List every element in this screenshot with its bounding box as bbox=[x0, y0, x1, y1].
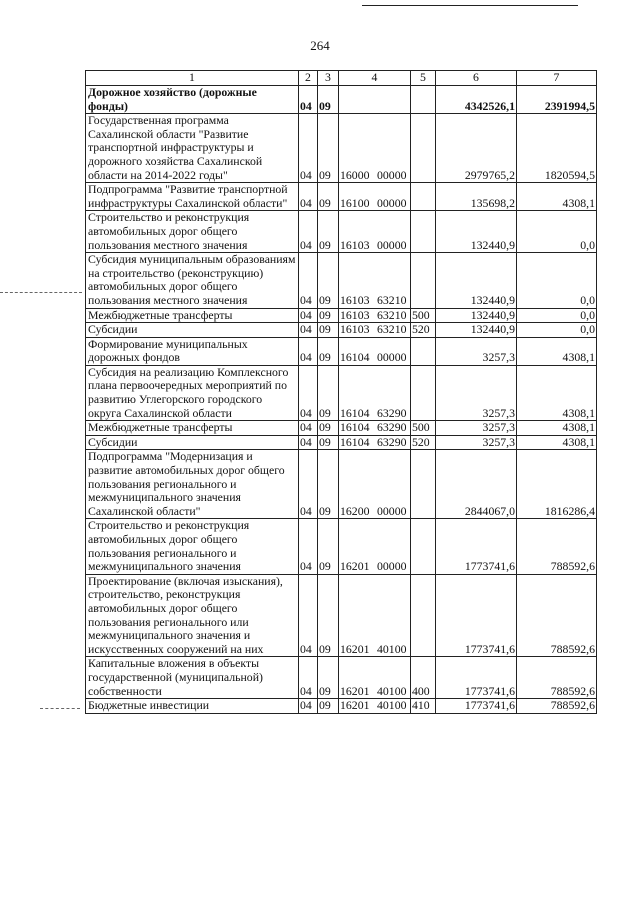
target-article-program: 16103 bbox=[340, 237, 370, 252]
table-row bbox=[86, 308, 597, 323]
target-article-cell bbox=[339, 657, 411, 699]
subsection-code-cell: 09 bbox=[318, 657, 339, 699]
subsection-code-cell: 09 bbox=[318, 435, 339, 450]
amount-cell: 0,0 bbox=[517, 211, 597, 253]
amount-cell: 788592,6 bbox=[517, 699, 597, 714]
expense-type-cell: 520 bbox=[411, 323, 436, 338]
row-name-cell: Субсидия на реализацию Комплексного плана первоочередных мероприятий по развитию Углегорского городского округа Сахалинской области bbox=[86, 365, 299, 420]
column-header: 4 bbox=[339, 71, 411, 86]
expense-type-cell: 410 bbox=[411, 699, 436, 714]
amount-cell: 135698,2 bbox=[436, 183, 517, 211]
column-header: 2 bbox=[299, 71, 318, 86]
target-article-direction: 63210 bbox=[377, 322, 407, 337]
target-article-direction: 63210 bbox=[377, 292, 407, 307]
section-code-cell: 04 bbox=[299, 323, 318, 338]
section-code-cell: 04 bbox=[299, 337, 318, 365]
expense-type-cell bbox=[411, 211, 436, 253]
table-row bbox=[86, 114, 597, 183]
row-name-cell: Проектирование (включая изыскания), строительство, реконструкция автомобильных дорог общего пользования регионального или межмуниципального значения и искусственных сооружений на них bbox=[86, 574, 299, 657]
table-row bbox=[86, 183, 597, 211]
table-row bbox=[86, 365, 597, 420]
table-row bbox=[86, 253, 597, 308]
expense-type-cell: 500 bbox=[411, 308, 436, 323]
subsection-code-cell: 09 bbox=[318, 323, 339, 338]
scan-artifact-line bbox=[40, 708, 80, 709]
amount-cell: 132440,9 bbox=[436, 253, 517, 308]
scan-artifact-line bbox=[0, 292, 82, 293]
section-code-cell: 04 bbox=[299, 211, 318, 253]
target-article-program: 16201 bbox=[340, 559, 370, 574]
amount-cell: 0,0 bbox=[517, 323, 597, 338]
amount-cell: 4342526,1 bbox=[436, 86, 517, 114]
subsection-code-cell: 09 bbox=[318, 337, 339, 365]
target-article-cell bbox=[339, 253, 411, 308]
target-article-cell bbox=[339, 435, 411, 450]
target-article-direction: 40100 bbox=[377, 683, 407, 698]
table-row bbox=[86, 450, 597, 519]
row-name-cell: Формирование муниципальных дорожных фондов bbox=[86, 337, 299, 365]
section-code-cell: 04 bbox=[299, 253, 318, 308]
target-article-direction: 63290 bbox=[377, 405, 407, 420]
expense-type-cell bbox=[411, 114, 436, 183]
target-article-direction: 63210 bbox=[377, 307, 407, 322]
target-article-cell bbox=[339, 308, 411, 323]
subsection-code-cell: 09 bbox=[318, 183, 339, 211]
row-name-cell: Дорожное хозяйство (дорожные фонды) bbox=[86, 86, 299, 114]
section-code-cell: 04 bbox=[299, 699, 318, 714]
amount-cell: 2979765,2 bbox=[436, 114, 517, 183]
table-row bbox=[86, 86, 597, 114]
table-row bbox=[86, 421, 597, 436]
row-name-cell: Подпрограмма "Модернизация и развитие автомобильных дорог общего пользования регионального и межмуниципального значения Сахалинской области" bbox=[86, 450, 299, 519]
target-article-direction: 40100 bbox=[377, 641, 407, 656]
amount-cell: 4308,1 bbox=[517, 337, 597, 365]
target-article-program: 16201 bbox=[340, 641, 370, 656]
expense-type-cell: 400 bbox=[411, 657, 436, 699]
amount-cell: 132440,9 bbox=[436, 323, 517, 338]
amount-cell: 788592,6 bbox=[517, 657, 597, 699]
expense-type-cell bbox=[411, 519, 436, 574]
row-name-cell: Бюджетные инвестиции bbox=[86, 699, 299, 714]
amount-cell: 4308,1 bbox=[517, 183, 597, 211]
subsection-code-cell: 09 bbox=[318, 699, 339, 714]
target-article-cell bbox=[339, 574, 411, 657]
target-article-cell bbox=[339, 450, 411, 519]
row-name-cell: Государственная программа Сахалинской области "Развитие транспортной инфраструктуры и дорожного хозяйства Сахалинской области на 2014-2022 годы" bbox=[86, 114, 299, 183]
target-article-cell bbox=[339, 86, 411, 114]
target-article-cell bbox=[339, 365, 411, 420]
subsection-code-cell: 09 bbox=[318, 450, 339, 519]
row-name-cell: Подпрограмма "Развитие транспортной инфраструктуры Сахалинской области" bbox=[86, 183, 299, 211]
row-name-cell: Капитальные вложения в объекты государственной (муниципальной) собственности bbox=[86, 657, 299, 699]
target-article-cell bbox=[339, 337, 411, 365]
target-article-program: 16201 bbox=[340, 683, 370, 698]
section-code-cell: 04 bbox=[299, 657, 318, 699]
target-article-direction: 40100 bbox=[377, 698, 407, 713]
target-article-direction: 00000 bbox=[377, 237, 407, 252]
amount-cell: 1773741,6 bbox=[436, 657, 517, 699]
target-article-program: 16100 bbox=[340, 195, 370, 210]
section-code-cell: 04 bbox=[299, 308, 318, 323]
target-article-cell bbox=[339, 323, 411, 338]
table-row bbox=[86, 435, 597, 450]
target-article-program: 16103 bbox=[340, 322, 370, 337]
target-article-cell bbox=[339, 699, 411, 714]
amount-cell: 0,0 bbox=[517, 308, 597, 323]
amount-cell: 4308,1 bbox=[517, 365, 597, 420]
amount-cell: 3257,3 bbox=[436, 337, 517, 365]
subsection-code-cell: 09 bbox=[318, 114, 339, 183]
amount-cell: 3257,3 bbox=[436, 435, 517, 450]
table-row bbox=[86, 323, 597, 338]
target-article-direction: 63290 bbox=[377, 434, 407, 449]
section-code-cell: 04 bbox=[299, 435, 318, 450]
amount-cell: 132440,9 bbox=[436, 308, 517, 323]
row-name-cell: Субсидия муниципальным образованиям на строительство (реконструкцию) автомобильных дорог общего пользования местного значения bbox=[86, 253, 299, 308]
target-article-program: 16000 bbox=[340, 167, 370, 182]
budget-table bbox=[85, 70, 597, 714]
target-article-cell bbox=[339, 183, 411, 211]
amount-cell: 1816286,4 bbox=[517, 450, 597, 519]
expense-type-cell bbox=[411, 337, 436, 365]
row-name-cell: Субсидии bbox=[86, 435, 299, 450]
subsection-code-cell: 09 bbox=[318, 86, 339, 114]
expense-type-cell: 500 bbox=[411, 421, 436, 436]
subsection-code-cell: 09 bbox=[318, 253, 339, 308]
row-name-cell: Строительство и реконструкция автомобильных дорог общего пользования местного значения bbox=[86, 211, 299, 253]
target-article-direction: 00000 bbox=[377, 195, 407, 210]
section-code-cell: 04 bbox=[299, 86, 318, 114]
target-article-direction: 00000 bbox=[377, 559, 407, 574]
target-article-cell bbox=[339, 519, 411, 574]
header-row bbox=[86, 71, 597, 86]
section-code-cell: 04 bbox=[299, 421, 318, 436]
row-name-cell: Субсидии bbox=[86, 323, 299, 338]
table-row bbox=[86, 519, 597, 574]
section-code-cell: 04 bbox=[299, 183, 318, 211]
target-article-direction: 00000 bbox=[377, 503, 407, 518]
target-article-direction: 00000 bbox=[377, 167, 407, 182]
expense-type-cell bbox=[411, 86, 436, 114]
target-article-cell bbox=[339, 421, 411, 436]
amount-cell: 4308,1 bbox=[517, 421, 597, 436]
section-code-cell: 04 bbox=[299, 365, 318, 420]
column-header: 5 bbox=[411, 71, 436, 86]
subsection-code-cell: 09 bbox=[318, 308, 339, 323]
table-row bbox=[86, 337, 597, 365]
target-article-cell bbox=[339, 114, 411, 183]
subsection-code-cell: 09 bbox=[318, 421, 339, 436]
amount-cell: 3257,3 bbox=[436, 365, 517, 420]
subsection-code-cell: 09 bbox=[318, 211, 339, 253]
target-article-program: 16104 bbox=[340, 434, 370, 449]
target-article-direction: 00000 bbox=[377, 350, 407, 365]
amount-cell: 788592,6 bbox=[517, 519, 597, 574]
target-article-program: 16104 bbox=[340, 420, 370, 435]
target-article-program: 16201 bbox=[340, 698, 370, 713]
amount-cell: 1820594,5 bbox=[517, 114, 597, 183]
amount-cell: 132440,9 bbox=[436, 211, 517, 253]
amount-cell: 0,0 bbox=[517, 253, 597, 308]
amount-cell: 1773741,6 bbox=[436, 519, 517, 574]
expense-type-cell bbox=[411, 183, 436, 211]
row-name-cell: Межбюджетные трансферты bbox=[86, 308, 299, 323]
column-header: 6 bbox=[436, 71, 517, 86]
expense-type-cell bbox=[411, 574, 436, 657]
target-article-program: 16104 bbox=[340, 350, 370, 365]
expense-type-cell bbox=[411, 365, 436, 420]
subsection-code-cell: 09 bbox=[318, 574, 339, 657]
table-row bbox=[86, 574, 597, 657]
table-row bbox=[86, 657, 597, 699]
target-article-direction: 63290 bbox=[377, 420, 407, 435]
top-rule bbox=[362, 5, 578, 6]
amount-cell: 1773741,6 bbox=[436, 699, 517, 714]
column-header: 7 bbox=[517, 71, 597, 86]
amount-cell: 788592,6 bbox=[517, 574, 597, 657]
column-header: 1 bbox=[86, 71, 299, 86]
target-article-program: 16200 bbox=[340, 503, 370, 518]
amount-cell: 2391994,5 bbox=[517, 86, 597, 114]
amount-cell: 4308,1 bbox=[517, 435, 597, 450]
amount-cell: 1773741,6 bbox=[436, 574, 517, 657]
expense-type-cell bbox=[411, 253, 436, 308]
table-row bbox=[86, 699, 597, 714]
amount-cell: 2844067,0 bbox=[436, 450, 517, 519]
section-code-cell: 04 bbox=[299, 114, 318, 183]
subsection-code-cell: 09 bbox=[318, 519, 339, 574]
target-article-program: 16103 bbox=[340, 292, 370, 307]
expense-type-cell: 520 bbox=[411, 435, 436, 450]
subsection-code-cell: 09 bbox=[318, 365, 339, 420]
amount-cell: 3257,3 bbox=[436, 421, 517, 436]
column-header: 3 bbox=[318, 71, 339, 86]
target-article-cell bbox=[339, 211, 411, 253]
section-code-cell: 04 bbox=[299, 519, 318, 574]
row-name-cell: Межбюджетные трансферты bbox=[86, 421, 299, 436]
section-code-cell: 04 bbox=[299, 574, 318, 657]
row-name-cell: Строительство и реконструкция автомобильных дорог общего пользования регионального и межмуниципального значения bbox=[86, 519, 299, 574]
target-article-program: 16103 bbox=[340, 307, 370, 322]
section-code-cell: 04 bbox=[299, 450, 318, 519]
expense-type-cell bbox=[411, 450, 436, 519]
table-row bbox=[86, 211, 597, 253]
target-article-program: 16104 bbox=[340, 405, 370, 420]
page-number: 264 bbox=[310, 38, 330, 53]
